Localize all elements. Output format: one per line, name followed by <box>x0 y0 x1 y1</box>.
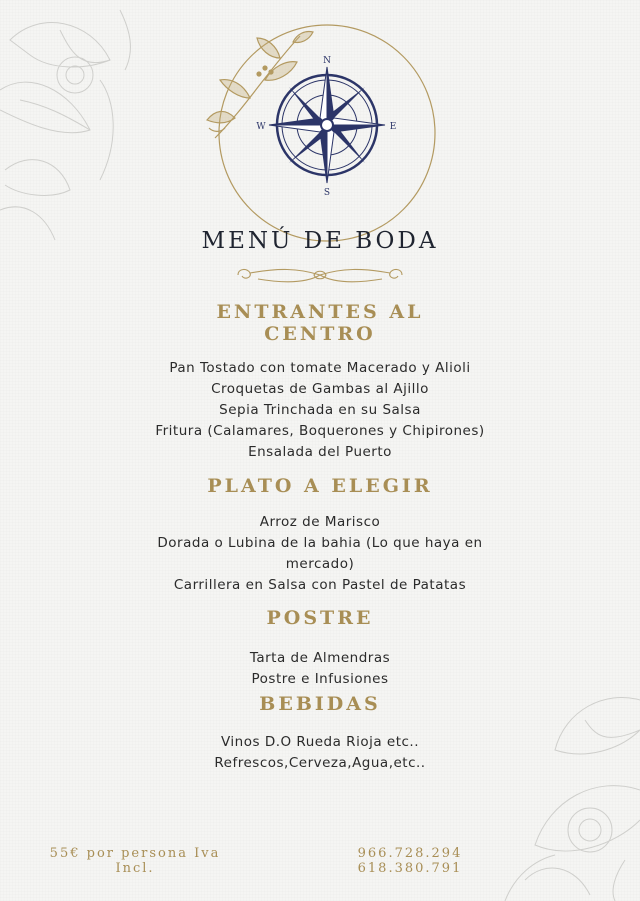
compass-emblem <box>195 28 445 238</box>
menu-item: mercado) <box>285 556 355 572</box>
menu-item: Tarta de Almendras <box>249 650 391 666</box>
ornament-divider-icon <box>228 264 412 286</box>
menu-item: Ensalada del Puerto <box>248 444 392 460</box>
menu-item: Arroz de Marisco <box>259 514 381 530</box>
menu-item: Croquetas de Gambas al Ajillo <box>211 381 429 397</box>
section-heading-entrantes <box>0 301 640 345</box>
section-list-postre <box>0 648 640 690</box>
phone-number[interactable]: 966.728.294 <box>357 846 463 861</box>
price-line: Incl. <box>115 861 155 876</box>
section-heading-postre <box>0 607 640 629</box>
section-heading-line: CENTRO <box>264 323 376 345</box>
menu-item: Fritura (Calamares, Boquerones y Chipirones) <box>155 423 485 439</box>
menu-item: Dorada o Lubina de la bahia (Lo que haya en <box>157 535 483 551</box>
menu-item: Vinos D.O Rueda Rioja etc.. <box>220 734 419 750</box>
menu-item: Carrillera en Salsa con Pastel de Patatas <box>173 577 467 593</box>
compass-letter-e: E <box>389 122 397 132</box>
price-note <box>20 846 250 876</box>
compass-letter-w: W <box>256 122 266 132</box>
compass-letter-s: S <box>323 188 331 198</box>
page-title: MENÚ DE BODA <box>201 228 439 254</box>
phone-number[interactable]: 618.380.791 <box>357 861 463 876</box>
section-heading-line: PLATO A ELEGIR <box>207 475 433 497</box>
section-heading-plato <box>0 475 640 497</box>
floral-decoration-top-left <box>0 0 150 250</box>
section-heading-line: ENTRANTES AL <box>216 301 424 323</box>
price-line: 55€ por persona Iva <box>49 846 221 861</box>
section-heading-bebidas <box>0 693 640 715</box>
section-list-entrantes <box>0 358 640 463</box>
section-list-plato <box>0 512 640 596</box>
contact-phones <box>330 846 490 876</box>
menu-item: Pan Tostado con tomate Macerado y Alioli <box>169 360 471 376</box>
section-list-bebidas <box>0 732 640 774</box>
menu-item: Refrescos,Cerveza,Agua,etc.. <box>214 755 426 771</box>
compass-letter-n: N <box>323 56 331 66</box>
menu-item: Postre e Infusiones <box>251 671 389 687</box>
section-heading-line: BEBIDAS <box>259 693 381 715</box>
section-heading-line: POSTRE <box>266 607 374 629</box>
menu-item: Sepia Trinchada en su Salsa <box>219 402 421 418</box>
